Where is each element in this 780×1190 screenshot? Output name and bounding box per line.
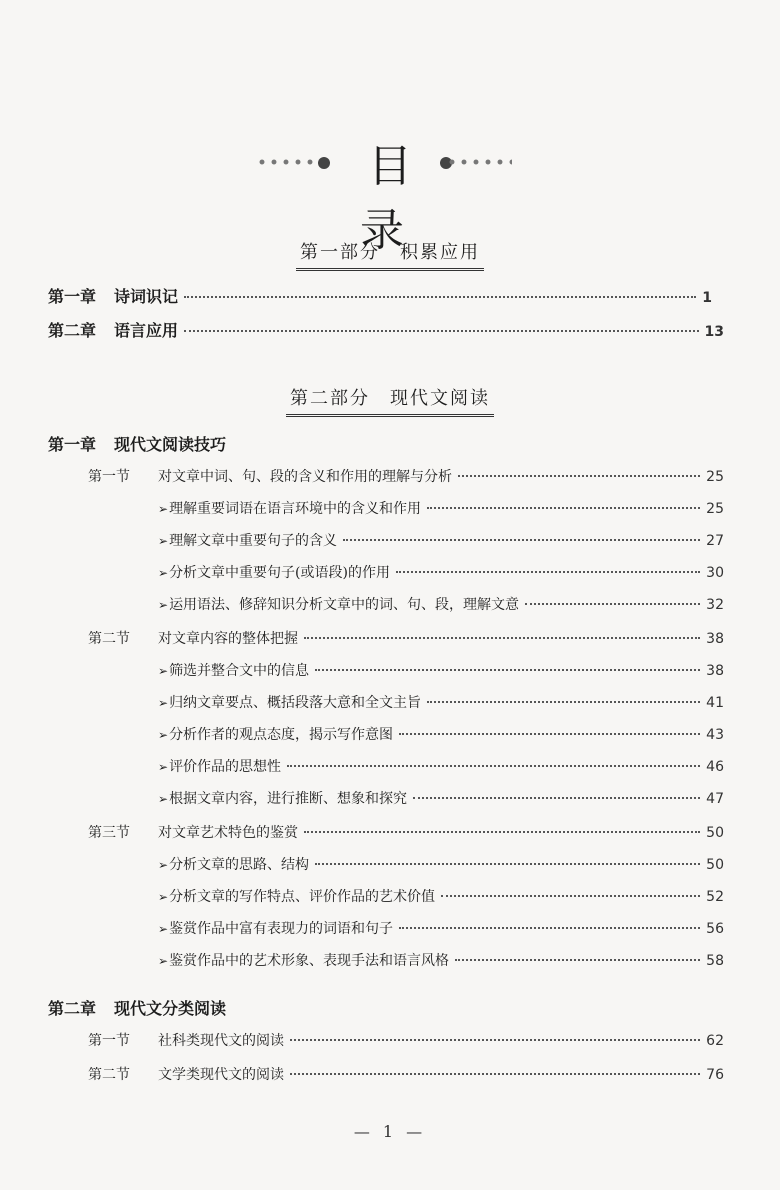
arrow-icon: ➢ — [158, 922, 169, 936]
arrow-icon: ➢ — [158, 890, 169, 904]
toc-entry-chapter[interactable]: 第二章 语言应用 13 — [48, 321, 724, 340]
arrow-icon: ➢ — [158, 858, 169, 872]
page-title: 目录 — [360, 141, 428, 256]
toc-entry-subsection[interactable]: ➢ 鉴赏作品中富有表现力的词语和句子 56 — [158, 921, 724, 937]
arrow-icon: ➢ — [158, 760, 169, 774]
part-heading-1: 第一部分 积累应用 — [0, 238, 780, 271]
arrow-icon: ➢ — [158, 664, 169, 678]
title-ornament-left — [258, 158, 322, 166]
toc-entry-chapter[interactable]: 第二章 现代文分类阅读 — [48, 999, 227, 1018]
page-number: — 1 — — [353, 1122, 427, 1141]
toc-entry-section[interactable]: 第一节 对文章中词、句、段的含义和作用的理解与分析 25 — [88, 469, 724, 485]
toc-entry-section[interactable]: 第二节 文学类现代文的阅读 76 — [88, 1067, 724, 1083]
arrow-icon: ➢ — [158, 954, 169, 968]
toc-entry-subsection[interactable]: ➢ 分析作者的观点态度，揭示写作意图 43 — [158, 727, 724, 743]
title-ornament-right — [448, 158, 512, 166]
arrow-icon: ➢ — [158, 598, 169, 612]
toc-entry-subsection[interactable]: ➢ 筛选并整合文中的信息 38 — [158, 663, 724, 679]
toc-entry-subsection[interactable]: ➢ 归纳文章要点、概括段落大意和全文主旨 41 — [158, 695, 724, 711]
toc-entry-subsection[interactable]: ➢ 理解文章中重要句子的含义 27 — [158, 533, 724, 549]
arrow-icon: ➢ — [158, 792, 169, 806]
arrow-icon: ➢ — [158, 696, 169, 710]
arrow-icon: ➢ — [158, 728, 169, 742]
arrow-icon: ➢ — [158, 566, 169, 580]
toc-entry-subsection[interactable]: ➢ 根据文章内容，进行推断、想象和探究 47 — [158, 791, 724, 807]
toc-entry-subsection[interactable]: ➢ 评价作品的思想性 46 — [158, 759, 724, 775]
toc-entry-section[interactable]: 第二节 对文章内容的整体把握 38 — [88, 631, 724, 647]
toc-entry-chapter[interactable]: 第一章 现代文阅读技巧 — [48, 435, 227, 454]
toc-entry-section[interactable]: 第三节 对文章艺术特色的鉴赏 50 — [88, 825, 724, 841]
arrow-icon: ➢ — [158, 502, 169, 516]
toc-entry-subsection[interactable]: ➢ 分析文章的写作特点、评价作品的艺术价值 52 — [158, 889, 724, 905]
part-heading-2: 第二部分 现代文阅读 — [0, 384, 780, 417]
title-ornament-dot-left — [318, 157, 330, 169]
toc-entry-section[interactable]: 第一节 社科类现代文的阅读 62 — [88, 1033, 724, 1049]
toc-entry-subsection[interactable]: ➢ 理解重要词语在语言环境中的含义和作用 25 — [158, 501, 724, 517]
toc-entry-subsection[interactable]: ➢ 运用语法、修辞知识分析文章中的词、句、段，理解文意 32 — [158, 597, 724, 613]
toc-entry-chapter[interactable]: 第一章 诗词识记 1 — [48, 287, 712, 306]
toc-entry-subsection[interactable]: ➢ 分析文章中重要句子(或语段)的作用 30 — [158, 565, 724, 581]
arrow-icon: ➢ — [158, 534, 169, 548]
toc-entry-subsection[interactable]: ➢ 鉴赏作品中的艺术形象、表现手法和语言风格 58 — [158, 953, 724, 969]
toc-entry-subsection[interactable]: ➢ 分析文章的思路、结构 50 — [158, 857, 724, 873]
